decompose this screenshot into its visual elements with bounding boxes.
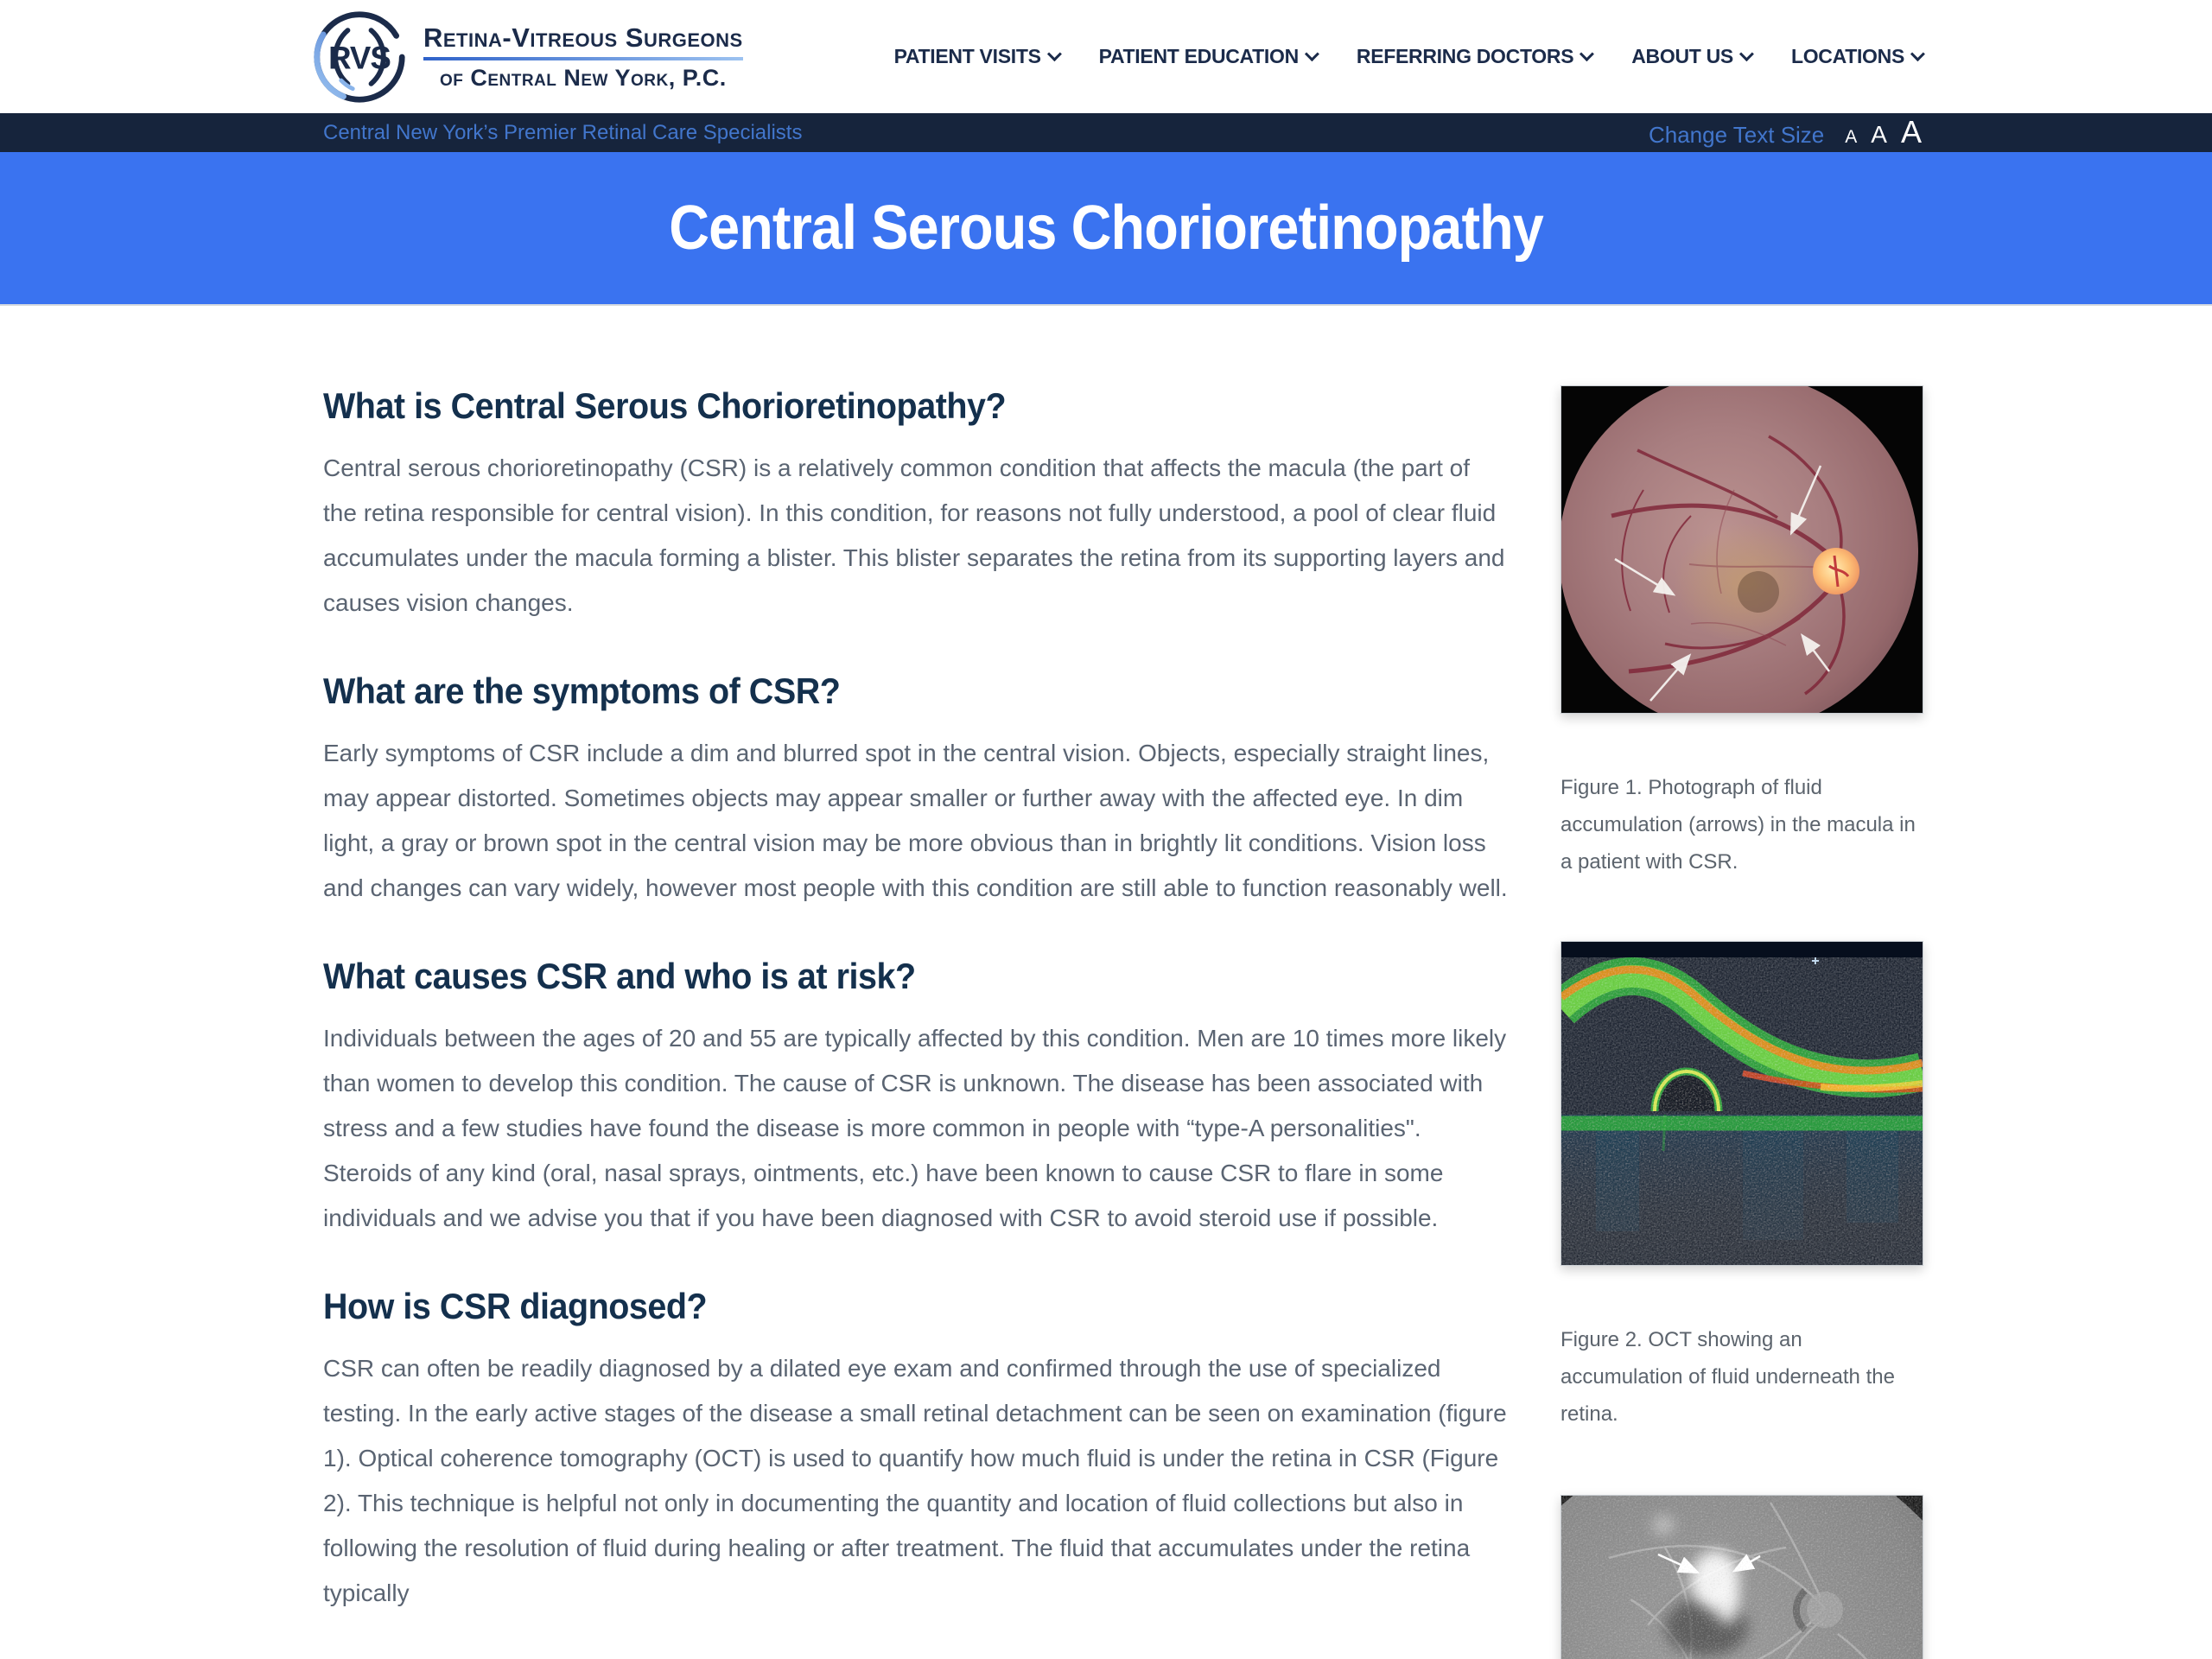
text-size-medium-button[interactable]: A bbox=[1871, 121, 1887, 148]
section-heading: What causes CSR and who is at risk? bbox=[323, 956, 916, 996]
section-body: CSR can often be readily diagnosed by a dilated eye exam and confirmed through the use of specialized testing. In the early active stages of the disease a small retinal detachment can be seen on examination (figure 1). Optical coherence tomography (OCT) is used to quantify how much fluid is under the retina in CSR (Figure 2). This technique is helpful not only in documenting the quantity and location of fluid collections but also in following the resolution of fluid during healing or after treatment. The fluid that accumulates under the retina typically bbox=[323, 1355, 1507, 1606]
figure-2-caption: Figure 2. OCT showing an accumulation of fluid underneath the retina. bbox=[1560, 1328, 1895, 1426]
site-header bbox=[0, 0, 2212, 113]
logo-line1: Retina-Vitreous Surgeons bbox=[423, 22, 743, 53]
figure-1 bbox=[1560, 385, 1923, 880]
fundus-photo-image bbox=[1561, 386, 1923, 713]
page-title: Central Serous Chorioretinopathy bbox=[669, 194, 1543, 263]
figure-2 bbox=[1560, 941, 1923, 1433]
figure-1-caption: Figure 1. Photograph of fluid accumulation (arrows) in the macula in a patient with CSR. bbox=[1560, 776, 1916, 874]
section-body: Early symptoms of CSR include a dim and blurred spot in the central vision. Objects, especially straight lines, may appear distorted. Sometimes objects may appear smaller or further away with the affected eye. In dim light, a gray or brown spot in the central vision may be more obvious than in brightly lit conditions. Vision loss and changes can vary widely, however most people with this condition are still able to function reasonably well. bbox=[323, 740, 1508, 901]
logo-line2: of Central New York, P.C. bbox=[439, 64, 727, 91]
chevron-down-icon bbox=[1739, 47, 1754, 61]
nav-label: ABOUT US bbox=[1631, 45, 1733, 67]
figure-1-frame bbox=[1560, 385, 1923, 714]
section-diagnosis bbox=[323, 1286, 1509, 1616]
figure-3 bbox=[1560, 1495, 1923, 1659]
figure-rail bbox=[1560, 385, 1923, 1659]
figure-3-frame bbox=[1560, 1495, 1923, 1659]
text-size-small-button[interactable]: A bbox=[1845, 127, 1858, 147]
nav-label: LOCATIONS bbox=[1790, 45, 1904, 67]
logo-text bbox=[423, 22, 743, 92]
nav-item-locations[interactable] bbox=[1791, 45, 1922, 68]
content bbox=[0, 306, 2212, 1659]
main-nav bbox=[894, 45, 1922, 68]
section-heading: What are the symptoms of CSR? bbox=[323, 671, 841, 711]
text-size-control bbox=[1648, 114, 1922, 149]
chevron-down-icon bbox=[1580, 47, 1594, 61]
nav-label: PATIENT EDUCATION bbox=[1098, 45, 1299, 67]
text-size-label: Change Text Size bbox=[1648, 122, 1825, 148]
logo-abbr: RVS bbox=[328, 40, 391, 76]
section-heading: What is Central Serous Chorioretinopathy? bbox=[323, 385, 1007, 426]
fluorescein-angiogram-image bbox=[1561, 1496, 1923, 1659]
rvs-logo-icon bbox=[311, 9, 408, 105]
figure-2-frame bbox=[1560, 941, 1923, 1266]
logo-divider bbox=[423, 57, 743, 60]
section-heading: How is CSR diagnosed? bbox=[323, 1286, 708, 1326]
hero-banner bbox=[0, 152, 2212, 306]
utility-bar bbox=[0, 113, 2212, 152]
logo[interactable] bbox=[311, 9, 743, 105]
section-body: Central serous chorioretinopathy (CSR) is a relatively common condition that affects the macula (the part of the retina responsible for central vision). In this condition, for reasons not fully understood, a pool of clear fluid accumulates under the macula forming a blister. This blister separates the retina from its supporting layers and causes vision changes. bbox=[323, 454, 1505, 616]
oct-scan-image bbox=[1561, 942, 1923, 1265]
article bbox=[323, 385, 1509, 1659]
section-symptoms bbox=[323, 671, 1509, 911]
section-causes-risk bbox=[323, 956, 1509, 1241]
section-body: Individuals between the ages of 20 and 55 are typically affected by this condition. Men are 10 times more likely than women to develop this condition. The cause of CSR is unknown. The disease has been associated with stress and a few studies have found the disease is more common in people with “type-A personalities". Steroids of any kind (oral, nasal sprays, ointments, etc.) have been known to cause CSR to flare in some individuals and we advise you that if you have been diagnosed with CSR to avoid steroid use if possible. bbox=[323, 1025, 1507, 1231]
section-what-is-csr bbox=[323, 385, 1509, 626]
text-size-large-button[interactable]: A bbox=[1900, 114, 1922, 149]
chevron-down-icon bbox=[1305, 47, 1319, 61]
nav-label: REFERRING DOCTORS bbox=[1356, 45, 1574, 67]
nav-item-patient-education[interactable] bbox=[1099, 45, 1316, 68]
chevron-down-icon bbox=[1910, 47, 1925, 61]
nav-item-referring-doctors[interactable] bbox=[1357, 45, 1591, 68]
tagline: Central New York’s Premier Retinal Care Specialists bbox=[323, 120, 803, 144]
chevron-down-icon bbox=[1047, 47, 1062, 61]
nav-item-patient-visits[interactable] bbox=[894, 45, 1058, 68]
text-size-buttons bbox=[1845, 114, 1922, 149]
nav-item-about-us[interactable] bbox=[1631, 45, 1751, 68]
nav-label: PATIENT VISITS bbox=[893, 45, 1041, 67]
